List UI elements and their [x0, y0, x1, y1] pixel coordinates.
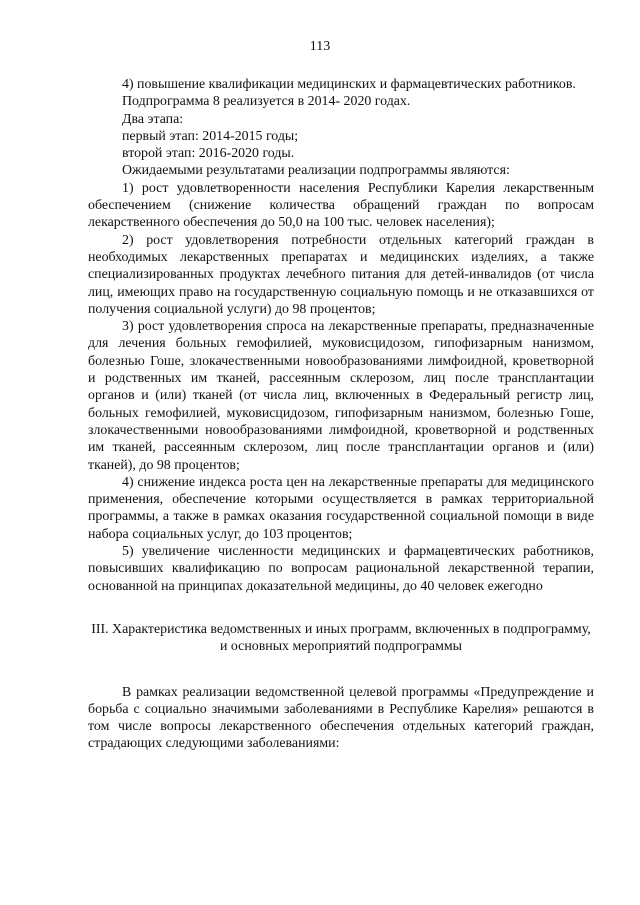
body-paragraph: 4) повышение квалификации медицинских и фармацевтических работников. — [122, 77, 576, 92]
body-paragraph: 4) снижение индекса роста цен на лекарственные препараты для медицинского применения, обеспечение которыми осуществляется в рамках территориальной программы, а также в рамках оказания государственной социальной помощи в виде набора социальных услуг, до 103 процентов; — [88, 474, 594, 542]
body-paragraph: Подпрограмма 8 реализуется в 2014- 2020 годах. — [122, 94, 411, 110]
body-paragraph: 1) рост удовлетворенности населения Республики Карелия лекарственным обеспечением (снижение количества обращений граждан по вопросам лекарственного обеспечения до 50,0 на 100 тыс. человек населения); — [88, 180, 594, 231]
body-paragraph: первый этап: 2014-2015 годы; — [122, 128, 299, 144]
closing-paragraph: В рамках реализации ведомственной целевой программы «Предупреждение и борьба с социально значимыми заболеваниями в Республике Карелия» решаются в том числе вопросы лекарственного обеспечения отдельных категорий граждан, страдающих следующими заболеваниями: — [88, 684, 594, 752]
body-paragraph: Ожидаемыми результатами реализации подпрограммы являются: — [122, 163, 510, 179]
body-paragraph: 5) увеличение численности медицинских и фармацевтических работников, повысивших квалификацию по вопросам рациональной лекарственной терапии, основанной на принципах доказательной медицины, до 40 человек ежегодно — [88, 544, 594, 594]
section-heading: III. Характеристика ведомственных и иных программ, включенных в подпрограмму, и основных мероприятий подпрограммы — [91, 621, 591, 655]
paragraph-list — [88, 76, 594, 595]
body-paragraph: 2) рост удовлетворения потребности отдельных категорий граждан в необходимых лекарственных препаратах и медицинских изделиях, а также специализированных продуктах лечебного питания для детей-инвалидов (от числа лиц, имеющих право на государственную социальную помощь и не отказавшихся от получения социальной услуги) до 98 процентов; — [88, 232, 594, 317]
body-paragraph: Два этапа: — [122, 111, 184, 127]
page-number: 113 — [309, 39, 331, 54]
body-paragraph: 3) рост удовлетворения спроса на лекарственные препараты, предназначенные для лечения больных гемофилией, муковисцидозом, гипофизарным нанизмом, болезнью Гоше, злокачественными новообразованиями лимфоидной, кроветворной и родственных им тканей, рассеянным склерозом, лиц после трансплантации органов и (или) тканей (от числа лиц, включенных в Федеральный регистр лиц, больных гемофилией, муковисцидозом, гипофизарным нанизмом, болезнью Гоше, злокачественными новообразованиями лимфоидной, кроветворной и родственных им тканей, рассеянным склерозом, лиц после трансплантации органов и (или) тканей), до 98 процентов; — [88, 319, 594, 473]
body-paragraph: второй этап: 2016-2020 годы. — [122, 146, 295, 162]
page-body — [88, 76, 594, 753]
